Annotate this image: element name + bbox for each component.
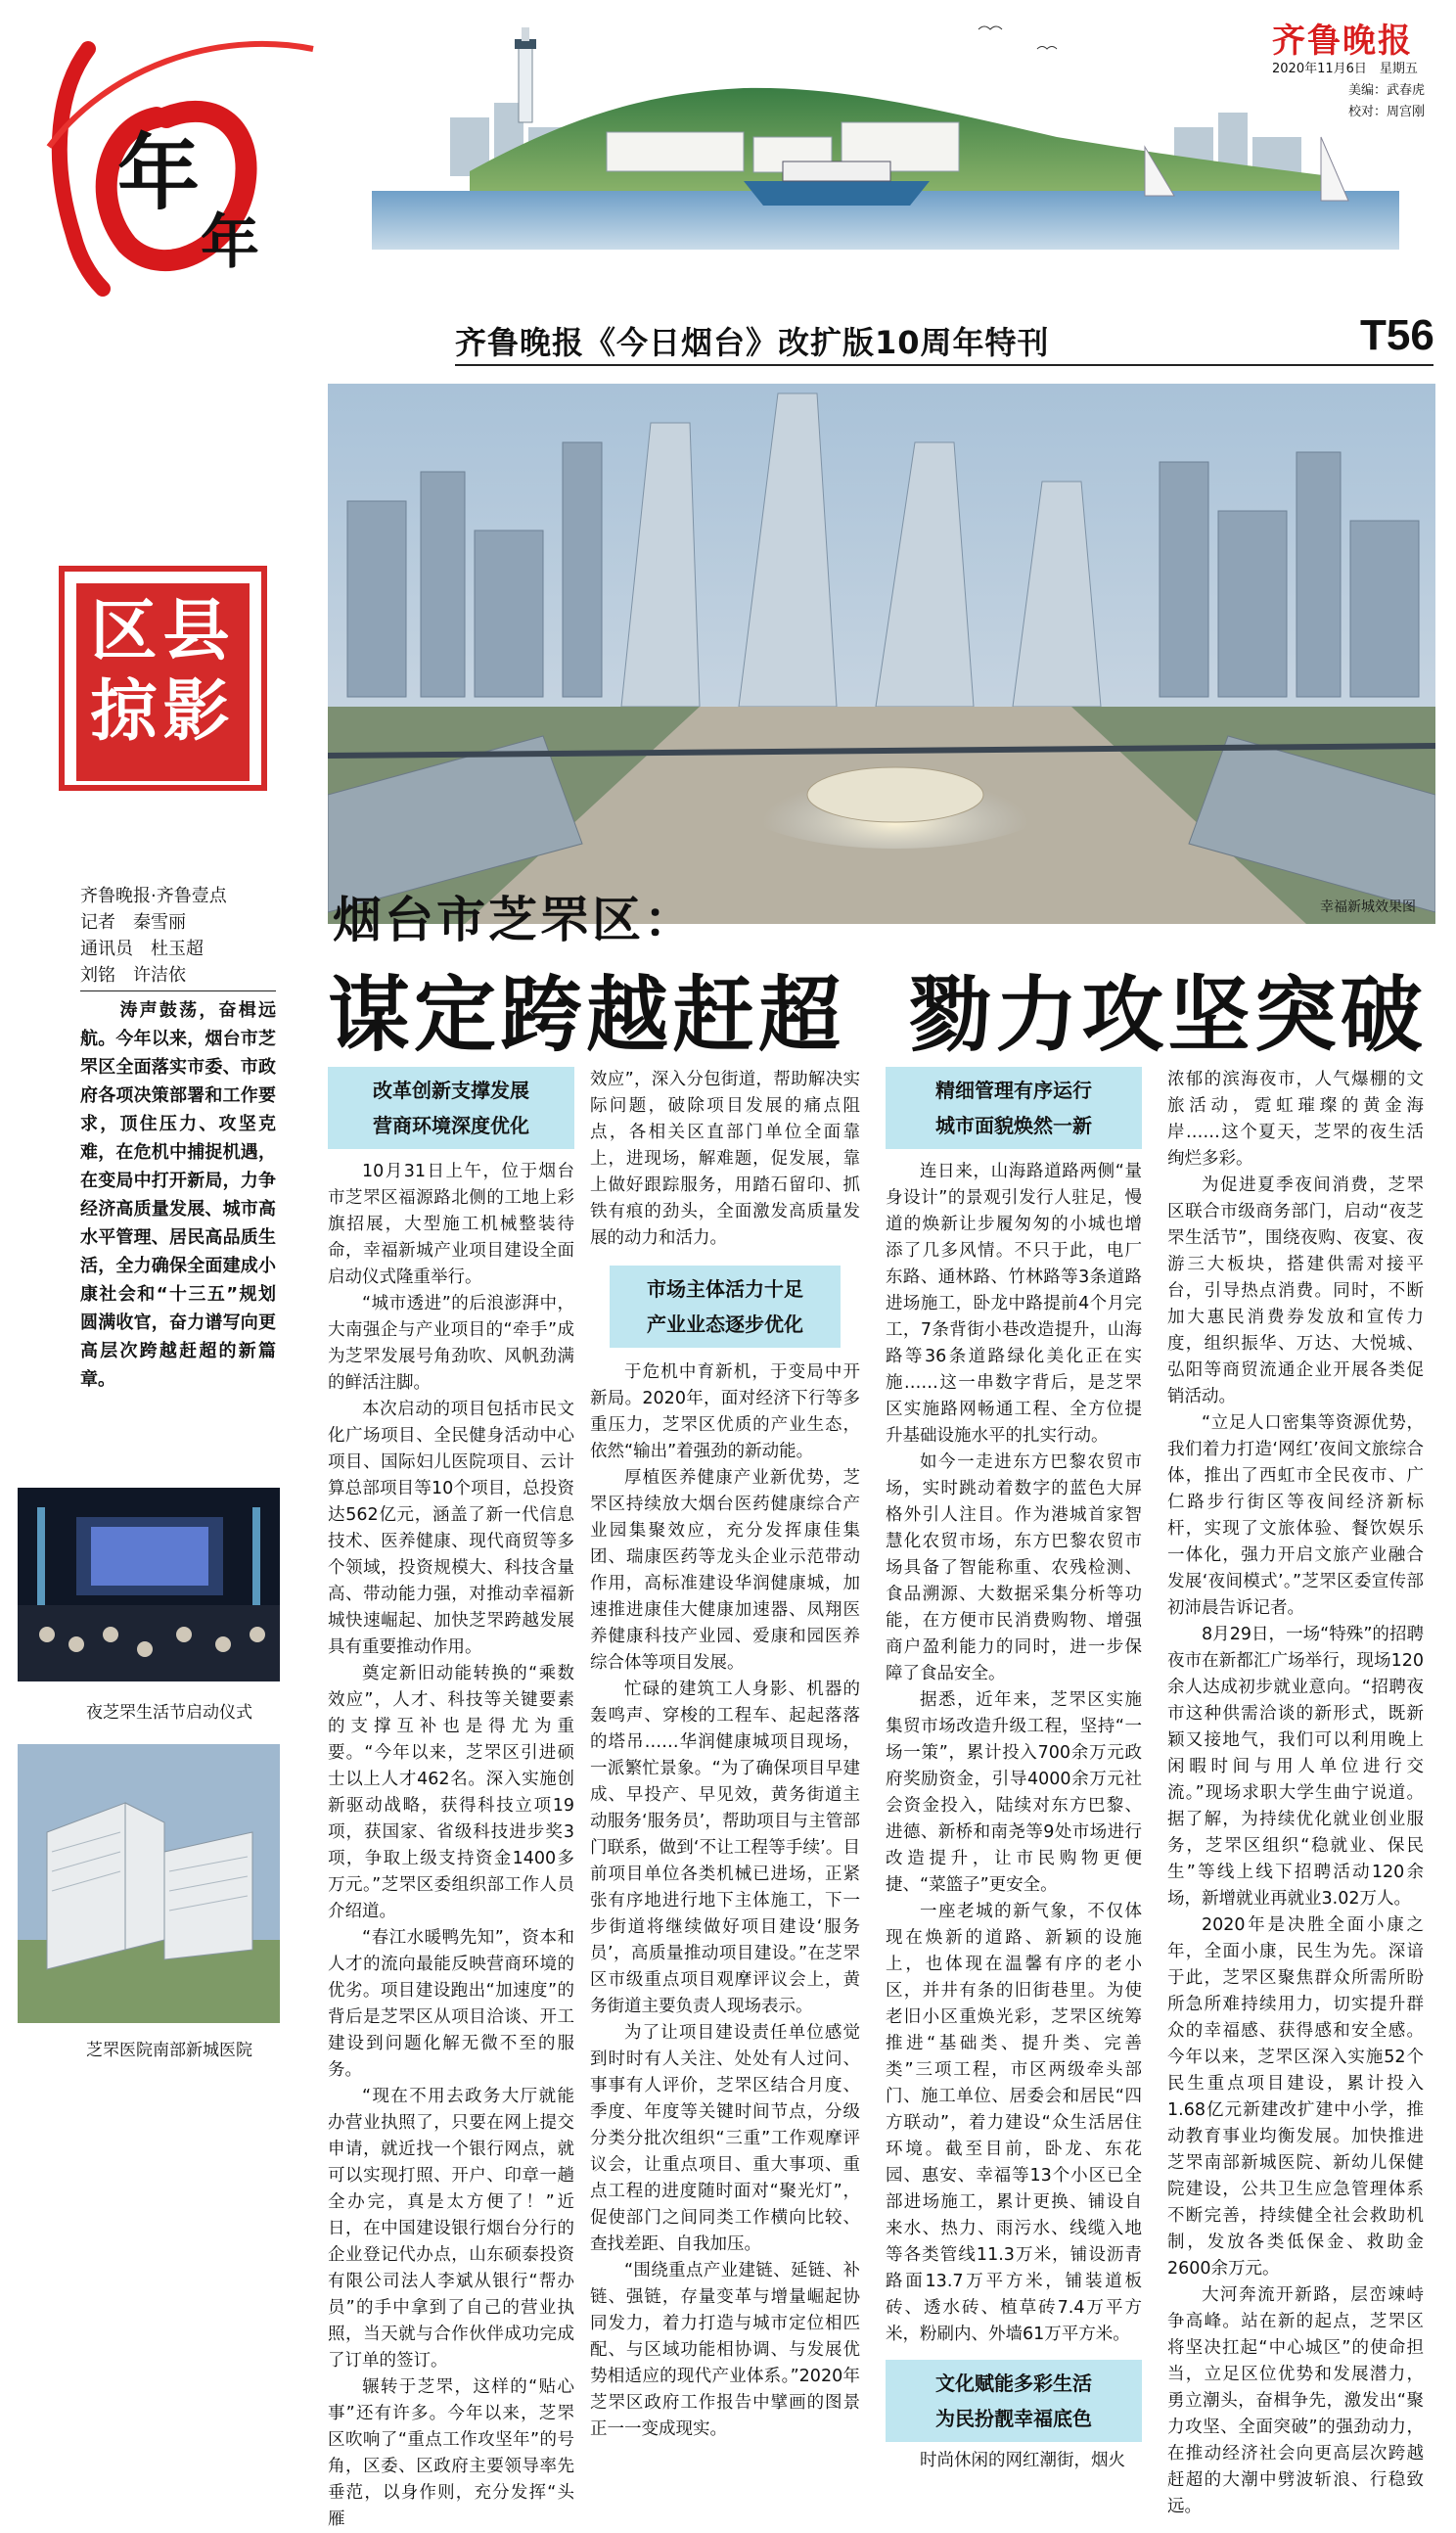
masthead-logo: 齐鲁晚报 — [1272, 22, 1413, 61]
col3-subhead-2-line1: 文化赋能多彩生活 — [935, 2372, 1092, 2395]
header-rule — [455, 364, 1433, 366]
col4-para: “立足人口密集等资源优势，我们着力打造‘网红’夜间文旅综合体，推出了西虹市全民夜市、广仁路步行街区等夜间经济新标杆，实现了文旅体验、餐饮娱乐一体化，强力开启文旅产业融合发展‘夜间模式’。”芝罘区委宣传部初沛晨告诉记者。 — [1167, 1413, 1424, 1618]
col4-para: 8月29日，一场“特殊”的招聘夜市在新都汇广场举行，现场120余人达成初步就业意向。“招聘夜市这种供需洽谈的新形式，既新颖又接地气，我们可以利用晚上闲暇时间与用人单位进行交流。”现场求职大学生曲宁说道。据了解，为持续优化就业创业服务，芝罘区组织“稳就业、保民生”等线上线下招聘活动120余场，新增就业再就业3.02万人。 — [1167, 1625, 1424, 1909]
byline-line4: 刘铭 许洁依 — [80, 965, 186, 986]
col1-para: “春江水暖鸭先知”，资本和人才的流向最能反映营商环境的优劣。项目建设跑出“加速度”的背后是芝罘区从项目洽谈、开工建设到问题化解无微不至的服务。 — [328, 1928, 574, 2080]
byline-line1: 齐鲁晚报·齐鲁壹点 — [80, 886, 227, 906]
col1-para: 本次启动的项目包括市民文化广场项目、全民健身活动中心项目、国际妇儿医院项目、云计算总部项目等10个项目，总投资达562亿元，涵盖了新一代信息技术、医养健康、现代商贸等多个领域，投资规模大、科技含量高、带动能力强，对推动幸福新城快速崛起、加快芝罘跨越发展具有重要推动作用。 — [328, 1400, 574, 1657]
col2-para: 为了让项目建设责任单位感觉到时时有人关注、处处有人过问、事事有人评价，芝罘区结合月度、季度、年度等关键时间节点，分级分类分批次组织“三重”工作观摩评议会，让重点项目、重大事项、重点工程的进度随时面对“聚光灯”，促使部门之间同类工作横向比较、查找差距、自我加压。 — [590, 2023, 860, 2254]
byline-line3: 通讯员 杜玉超 — [80, 939, 204, 959]
anniversary-char-2: 年 — [201, 208, 259, 277]
photo-hospital — [18, 1744, 280, 2023]
col1-para: 10月31日上午，位于烟台市芝罘区福源路北侧的工地上彩旗招展，大型施工机械整装待命，幸福新城产业项目建设全面启动仪式隆重举行。 — [328, 1162, 574, 1287]
photo-caption-1: 夜芝罘生活节启动仪式 — [86, 1703, 252, 1723]
col3-para: 据悉，近年来，芝罘区实施集贸市场改造升级工程，坚持“一场一策”，累计投入700余万元政府奖励资金，引导4000余万元社会资金投入，陆续对东方巴黎、进德、新桥和南尧等9处市场进行改造提升，让市民购物更便捷、“菜篮子”更安全。 — [886, 1690, 1142, 1895]
col2-para: 忙碌的建筑工人身影、机器的轰鸣声、穿梭的工程车、起起落落的塔吊……华润健康城项目现场，一派繁忙景象。“为了确保项目早建成、早投产、早见效，黄务街道主动服务‘服务员’，帮助项目与主管部门联系，做到‘不让工程等手续’。目前项目单位各类机械已进场，正紧张有序地进行地下主体施工，下一步街道将继续做好项目建设‘服务员’，高质量推动项目建设。”在芝罘区市级重点项目观摩评议会上，黄务街道主要负责人现场表示。 — [590, 1680, 860, 2016]
col1-para: 辗转于芝罘，这样的“贴心事”还有许多。今年以来，芝罘区吹响了“重点工作攻坚年”的号角，区委、区政府主要领导率先垂范，以身作则，充分发挥“头雁 — [328, 2377, 574, 2529]
page-number: T56 — [1360, 311, 1434, 359]
issue-date — [1272, 59, 1418, 80]
col4-para: 为促进夏季夜间消费，芝罘区联合市级商务部门，启动“夜芝罘生活节”，围绕夜购、夜宴、夜游三大板块，搭建供需对接平台，引导热点消费。同时，不断加大惠民消费券发放和宣传力度，组织振华、万达、大悦城、弘阳等商贸流通企业开展各类促销活动。 — [1167, 1175, 1424, 1406]
column-2 — [590, 1067, 860, 2443]
column-3 — [886, 1067, 1142, 2474]
headline-kicker: 烟台市芝罘区： — [333, 892, 696, 948]
special-issue-title: 齐鲁晚报《今日烟台》改扩版10周年特刊 — [455, 324, 1050, 361]
photo-night-festival — [18, 1488, 280, 1681]
col1-subhead-line1: 改革创新支撑发展 — [373, 1079, 529, 1102]
col2-subhead-line2: 产业业态逐步优化 — [647, 1313, 803, 1336]
byline-rule — [80, 990, 276, 991]
col2-subhead-line1: 市场主体活力十足 — [647, 1277, 803, 1301]
col2-para: 于危机中育新机，于变局中开新局。2020年，面对经济下行等多重压力，芝罘区优质的产业生态，依然“输出”着强劲的新动能。 — [590, 1362, 860, 1461]
hero-image — [328, 384, 1435, 924]
date: 2020年11月6日 — [1272, 62, 1367, 76]
col3-subhead-1-line2: 城市面貌焕然一新 — [935, 1114, 1092, 1137]
col3-subhead-2-line2: 为民扮靓幸福底色 — [935, 2407, 1092, 2430]
col1-para: 奠定新旧动能转换的“乘数效应”，人才、科技等关键要素的支撑互补也是得尤为重要。“今年以来，芝罘区引进硕士以上人才462名。深入实施创新驱动战略，获得科技立项19项，获国家、省级科技进步奖3项，争取上级支持资金1400多万元。”芝罘区委组织部工作人员介绍道。 — [328, 1664, 574, 1921]
col1-para: “现在不用去政务大厅就能办营业执照了，只要在网上提交申请，就近找一个银行网点，就可以实现打照、开户、印章一趟全办完，真是太方便了！”近日，在中国建设银行烟台分行的企业登记代办点，山东硕泰投资有限公司法人李斌从银行“帮办员”的手中拿到了自己的营业执照，当天就与合作伙伴成功完成了订单的签订。 — [328, 2087, 574, 2371]
weekday: 星期五 — [1379, 62, 1418, 76]
byline — [80, 883, 281, 989]
col3-para: 时尚休闲的网红潮街，烟火 — [920, 2451, 1125, 2470]
col4-continued: 浓郁的滨海夜市，人气爆棚的文旅活动，霓虹璀璨的黄金海岸……这个夏天，芝罘的夜生活绚烂多彩。 — [1167, 1070, 1424, 1169]
col2-para: 厚植医养健康产业新优势，芝罘区持续放大烟台医药健康综合产业园集聚效应，充分发挥康佳集团、瑞康医药等龙头企业示范带动作用，高标准建设华润健康城，加速推进康佳大健康加速器、凤翔医养健康科技产业园、爱康和园医养综合体等项目发展。 — [590, 1468, 860, 1673]
col4-para: 2020年是决胜全面小康之年，全面小康，民生为先。深谙于此，芝罘区聚焦群众所需所盼所急所难持续用力，切实提升群众的幸福感、获得感和安全感。今年以来，芝罘区深入实施52个民生重点项目建设，累计投入1.68亿元新建改扩建中小学，推动教育事业均衡发展。加快推进芝罘南部新城医院、新幼儿保健院建设，公共卫生应急管理体系不断完善，持续健全社会救助机制，发放各类低保金、救助金2600余万元。 — [1167, 1915, 1424, 2279]
proofreader: 校对：周宫刚 — [1348, 105, 1426, 119]
col1-subhead-line2: 营商环境深度优化 — [373, 1114, 529, 1137]
col2-para: “围绕重点产业建链、延链、补链、强链，存量变革与增量崛起协同发力，着力打造与城市定位相匹配、与区域功能相协调、与发展优势相适应的现代产业体系。”2020年芝罘区政府工作报告中擘画的图景正一一变成现实。 — [590, 2261, 860, 2439]
hero-caption: 幸福新城效果图 — [1320, 899, 1416, 915]
col3-para: 连日来，山海路道路两侧“量身设计”的景观引发行人驻足，慢道的焕新让步履匆匆的小城也增添了几多风情。不只于此，电厂东路、通林路、竹林路等3条道路进场施工，卧龙中路提前4个月完工，7条背街小巷改造提升，山海路等36条道路绿化美化正在实施……这一串数字背后，是芝罘区实施路网畅通工程、全方位提升基础设施水平的扎实行动。 — [886, 1162, 1142, 1446]
col1-subhead — [328, 1067, 574, 1149]
col3-subhead-1-line1: 精细管理有序运行 — [935, 1079, 1092, 1102]
photo-caption-2: 芝罘医院南部新城医院 — [86, 2041, 252, 2060]
col3-subhead-2 — [886, 2360, 1142, 2442]
col4-para: 大河奔流开新路，层峦竦峙争高峰。站在新的起点，芝罘区将坚决扛起“中心城区”的使命担当，立足区位优势和发展潜力，勇立潮头，奋楫争先，激发出“聚力攻坚、全面突破”的强劲动力，在推动经济社会向更高层次跨越赶超的大潮中劈波斩浪、行稳致远。 — [1167, 2285, 1424, 2516]
anniversary-char-1: 年 — [117, 124, 201, 221]
byline-line2: 记者 秦雪丽 — [80, 912, 186, 933]
section-tag — [59, 566, 267, 791]
col3-subhead-1 — [886, 1067, 1142, 1149]
col1-para: “城市透进”的后浪澎湃中，大南强企与产业项目的“牵手”成为芝罘发展号角劲吹、风帆劲满的鲜活注脚。 — [328, 1294, 574, 1393]
col3-para: 如今一走进东方巴黎农贸市场，实时跳动着数字的蓝色大屏格外引人注目。作为港城首家智慧化农贸市场，东方巴黎农贸市场具备了智能称重、农残检测、食品溯源、大数据采集分析等功能，在方便市民消费购物、增强商户盈利能力的同时，进一步保障了食品安全。 — [886, 1452, 1142, 1683]
art-editor: 美编：武春虎 — [1348, 83, 1426, 98]
column-4 — [1167, 1067, 1424, 2520]
section-tag-line1: 区县 — [90, 592, 236, 670]
lead-paragraph: 涛声鼓荡，奋楫远航。今年以来，烟台市芝罘区全面落实市委、市政府各项决策部署和工作要求，顶住压力、攻坚克难，在危机中捕捉机遇，在变局中打开新局，力争经济高质量发展、城市高水平管理、居民高品质生活，全力确保全面建成小康社会和“十三五”规划圆满收官，奋力谱写向更高层次跨越赶超的新篇章。 — [80, 1000, 276, 1390]
column-1 — [328, 1067, 574, 2533]
col2-subhead — [610, 1266, 841, 1348]
section-tag-line2: 掠影 — [90, 672, 236, 751]
headline-main: 谋定跨越赶超 勠力攻坚突破 — [328, 967, 1427, 1063]
col2-continued: 效应”，深入分包街道，帮助解决实际问题，破除项目发展的痛点阻点，各相关区直部门单位全面靠上，进现场，解难题，促发展，靠上做好跟踪服务，用踏石留印、抓铁有痕的劲头，全面激发高质量发展的动力和活力。 — [590, 1070, 860, 1248]
col3-para: 一座老城的新气象，不仅体现在焕新的道路、新颖的设施上，也体现在温馨有序的老小区，并井有条的旧街巷里。为使老旧小区重焕光彩，芝罘区统筹推进“基础类、提升类、完善类”三项工程，市区两级牵头部门、施工单位、居委会和居民“四方联动”，着力建设“众生活居住环境。截至目前，卧龙、东花园、惠安、幸福等13个小区已全部进场施工，累计更换、铺设自来水、热力、雨污水、线缆入地等各类管线11.3万米，铺设沥青路面13.7万平方米，铺装道板砖、透水砖、植草砖7.4万平方米，粉刷内、外墙61万平方米。 — [886, 1902, 1142, 2344]
